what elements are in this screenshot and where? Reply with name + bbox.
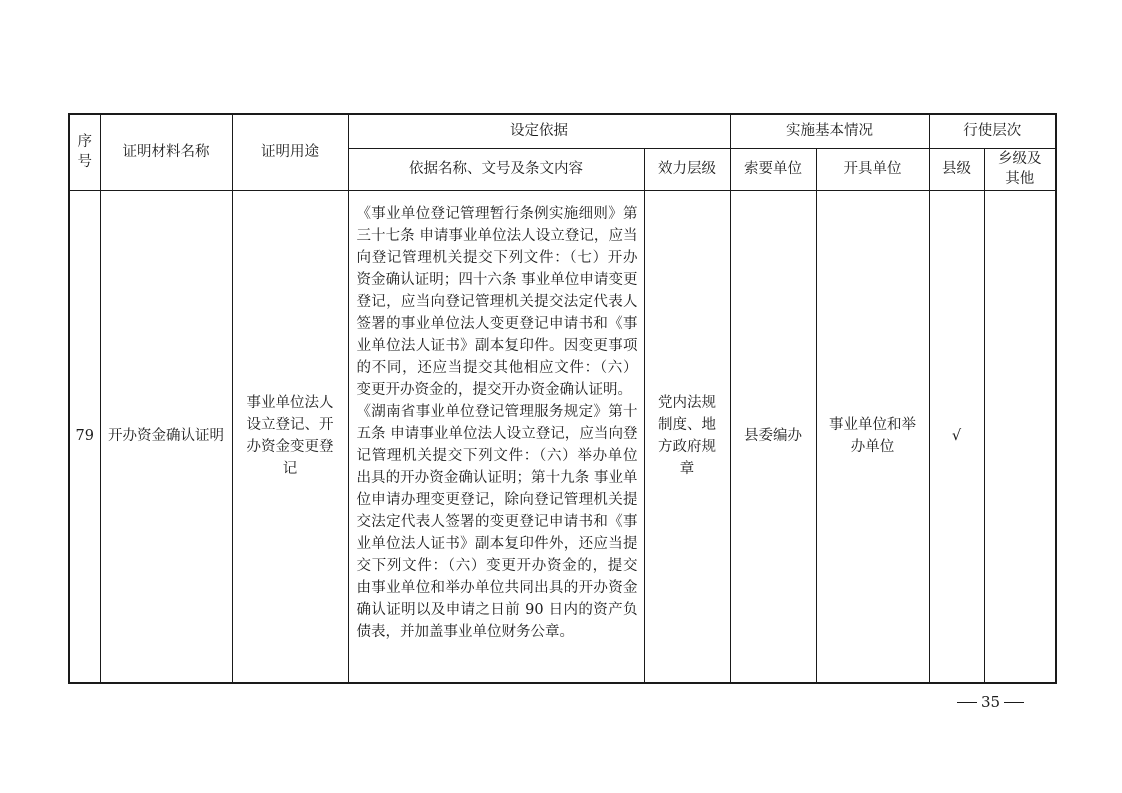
row-material-name: 开办资金确认证明 — [108, 428, 224, 445]
seq-header-char-2: 号 — [77, 154, 92, 171]
county-level-header: 县级 — [929, 148, 984, 190]
dash-left — [957, 702, 977, 703]
basis-group-header: 设定依据 — [348, 114, 730, 148]
page-number: 35 — [981, 693, 1001, 711]
basis-content-header: 依据名称、文号及条文内容 — [348, 148, 644, 190]
row-basis-content — [348, 190, 644, 683]
row-seq: 79 — [69, 190, 100, 683]
requesting-unit-header: 索要单位 — [730, 148, 816, 190]
row-county-level: √ — [929, 190, 984, 683]
row-material-name-cell — [100, 190, 232, 683]
row-effect-level: 党内法规制度、地方政府规章 — [658, 395, 716, 478]
row-requesting-unit: 县委编办 — [730, 190, 816, 683]
row-issuing-unit-cell — [816, 190, 929, 683]
row-effect-level-cell — [644, 190, 730, 683]
seq-header-char-1: 序 — [77, 134, 92, 151]
issuing-unit-header: 开具单位 — [816, 148, 929, 190]
township-level-header — [984, 148, 1056, 190]
seq-header — [69, 114, 100, 190]
township-level-header-text: 乡级及其他 — [998, 151, 1042, 187]
basis-paragraph-1: 《事业单位登记管理暂行条例实施细则》第三十七条 申请事业单位法人设立登记，应当向登记管理机关提交下列文件：（七）开办资金确认证明；四十六条 事业单位申请变更登记，应当向登记管理机关提交法定代表人签署的事业单位法人变更登记申请书和《事业单位法人证书》副本复印件。因变更事项的不同，还应当提交其他相应文件：（六）变更开办资金的，提交开办资金确认证明。 — [356, 205, 638, 398]
page-number-footer — [953, 693, 1033, 711]
material-name-header: 证明材料名称 — [100, 114, 232, 190]
dash-right — [1004, 702, 1024, 703]
row-issuing-unit: 事业单位和举办单位 — [829, 417, 916, 456]
exercise-group-header: 行使层次 — [929, 114, 1056, 148]
row-purpose: 事业单位法人设立登记、开办资金变更登记 — [246, 395, 334, 478]
basis-paragraph-2: 《湖南省事业单位登记管理服务规定》第十五条 申请事业单位法人设立登记，应当向登记管理机关提交下列文件：（六）举办单位出具的开办资金确认证明；第十九条 事业单位申请办理变更登记，除向登记管理机关提交法定代表人签署的变更登记申请书和《事业单位法人证书》副本复印件外，还应当提交下列文件：（六）变更开办资金的，提交由事业单位和举办单位共同出具的开办资金确认证明以及申请之日前 90 日内的资产负债表，并加盖事业单位财务公章。 — [356, 403, 638, 640]
certificate-table — [68, 113, 1057, 684]
purpose-header: 证明用途 — [232, 114, 348, 190]
impl-group-header: 实施基本情况 — [730, 114, 929, 148]
header-row-1 — [69, 114, 1056, 148]
table-row — [69, 190, 1056, 683]
effect-level-header: 效力层级 — [644, 148, 730, 190]
row-township-level — [984, 190, 1056, 683]
row-purpose-cell — [232, 190, 348, 683]
